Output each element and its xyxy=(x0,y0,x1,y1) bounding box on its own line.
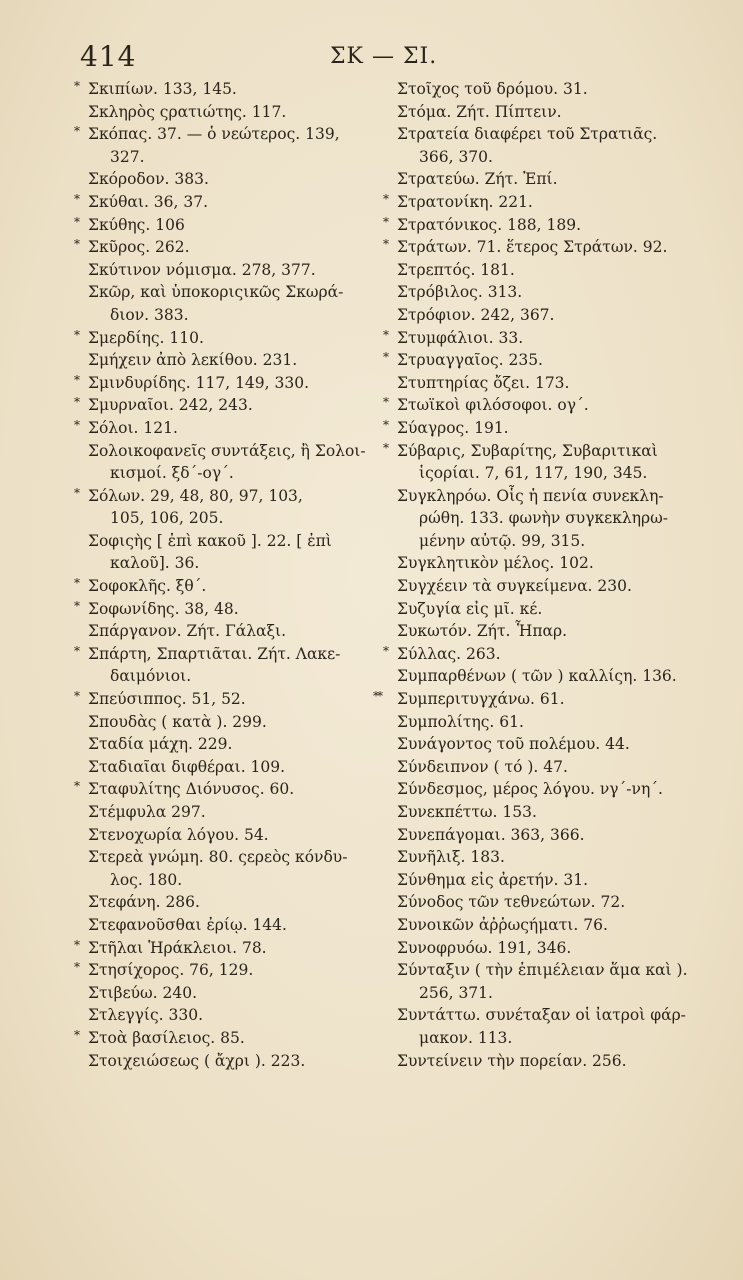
index-entry xyxy=(74,1027,378,1050)
index-entry xyxy=(387,869,707,892)
asterisk-mark: * xyxy=(74,372,80,387)
index-entry xyxy=(78,440,378,485)
index-entry xyxy=(387,101,707,124)
entry-headword-line: Σύνδεσμος, μέρος λόγου. νγ´-νη´. xyxy=(397,780,663,799)
entry-headword-line: Στησίχορος. 76, 129. xyxy=(88,961,254,980)
right-index-column xyxy=(373,78,707,1072)
entry-headword-line: Στρατόνικος. 188, 189. xyxy=(397,215,582,234)
entry-headword-line: Στωϊκοὶ φιλόσοφοι. ογ´. xyxy=(397,396,589,415)
index-entry xyxy=(78,982,378,1005)
index-entry xyxy=(78,733,378,756)
entry-headword-line: Σοφωνίδης. 38, 48. xyxy=(88,599,239,618)
entry-headword-line: Σόλοι. 121. xyxy=(88,418,178,437)
index-entry xyxy=(78,824,378,847)
entry-headword-line: Στυμφάλιοι. 33. xyxy=(397,328,524,347)
asterisk-mark: * xyxy=(383,395,389,410)
entry-headword-line: Σπάρτη, Σπαρτιᾶται. Ζήτ. Λακε- xyxy=(88,644,341,663)
index-entry xyxy=(74,327,378,350)
index-entry xyxy=(78,281,378,326)
index-entry xyxy=(387,824,707,847)
entry-headword-line: Στρατεύω. Ζήτ. Ἐπί. xyxy=(397,170,558,189)
entry-headword-line: Σπεύσιππος. 51, 52. xyxy=(88,690,246,709)
entry-headword-line: Στρυαγγαῖος. 235. xyxy=(397,351,543,370)
index-entry xyxy=(387,756,707,779)
index-entry xyxy=(383,349,707,372)
entry-headword-line: Στοῖχος τοῦ δρόμου. 31. xyxy=(397,80,588,98)
entry-continuation-line: καλοῦ]. 36. xyxy=(110,554,200,573)
entry-headword-line: Σταδιαῖαι διφθέραι. 109. xyxy=(88,757,286,776)
index-entry xyxy=(387,304,707,327)
index-entry xyxy=(74,78,378,101)
page-number: 414 xyxy=(80,40,137,73)
entry-headword-line: Συμπαρθένων ( τῶν ) καλλίςη. 136. xyxy=(397,667,677,686)
entry-headword-line: Σπάργανον. Ζήτ. Γάλαξι. xyxy=(88,622,287,641)
asterisk-mark: * xyxy=(74,237,80,252)
entry-continuation-line: ἱςορίαι. 7, 61, 117, 190, 345. xyxy=(419,464,648,483)
entry-headword-line: Σκόροδον. 383. xyxy=(88,170,209,189)
index-entry xyxy=(78,620,378,643)
index-entry xyxy=(387,778,707,801)
index-entry xyxy=(74,937,378,960)
asterisk-mark: * xyxy=(74,779,80,794)
asterisk-mark: * xyxy=(74,79,80,93)
index-entry xyxy=(74,123,378,168)
asterisk-mark: * xyxy=(74,937,80,952)
asterisk-mark: * xyxy=(74,1027,80,1042)
index-entry xyxy=(74,598,378,621)
index-entry xyxy=(387,1050,707,1073)
asterisk-mark: * xyxy=(383,191,389,206)
entry-headword-line: Συζυγία εἰς μῖ. κέ. xyxy=(397,599,543,618)
index-entry xyxy=(387,959,707,1004)
index-entry xyxy=(78,711,378,734)
index-entry xyxy=(74,485,378,530)
entry-headword-line: Συνεπάγομαι. 363, 366. xyxy=(397,825,585,844)
index-entry xyxy=(74,372,378,395)
index-entry xyxy=(383,440,707,485)
asterisk-mark: * xyxy=(383,417,389,432)
entry-headword-line: Σκύτινον νόμισμα. 278, 377. xyxy=(88,260,316,279)
entry-headword-line: Σκληρὸς ςρατιώτης. 117. xyxy=(88,102,287,121)
entry-headword-line: Στρατονίκη. 221. xyxy=(397,192,533,211)
entry-headword-line: Σμινδυρίδης. 117, 149, 330. xyxy=(88,373,310,392)
entry-continuation-line: κισμοί. ξδ´-ογ´. xyxy=(110,464,234,483)
entry-headword-line: Στράτων. 71. ἕτερος Στράτων. 92. xyxy=(397,238,668,257)
entry-headword-line: Συμπεριτυγχάνω. 61. xyxy=(397,690,565,709)
index-entry xyxy=(387,665,707,688)
entry-headword-line: Σκιπίων. 133, 145. xyxy=(88,80,237,98)
entry-headword-line: Συνῆλιξ. 183. xyxy=(397,848,505,867)
asterisk-mark: * xyxy=(74,214,80,229)
entry-headword-line: Στῆλαι Ἡράκλειοι. 78. xyxy=(88,938,267,957)
index-entry xyxy=(383,214,707,237)
asterisk-mark: ** xyxy=(373,689,381,704)
entry-headword-line: Στλεγγίς. 330. xyxy=(88,1006,204,1025)
entry-headword-line: Σύνταξιν ( τὴν ἐπιμέλειαν ἅμα καὶ ). xyxy=(397,961,688,980)
entry-headword-line: Στρόβιλος. 313. xyxy=(397,283,523,302)
entry-headword-line: Σκῦρος. 262. xyxy=(88,238,190,257)
index-entry xyxy=(387,485,707,553)
index-entry xyxy=(78,101,378,124)
index-entry xyxy=(387,598,707,621)
entry-continuation-line: δαιμόνιοι. xyxy=(110,667,192,686)
entry-continuation-line: μένην αὐτῷ. 99, 315. xyxy=(419,531,586,550)
index-entry xyxy=(383,394,707,417)
entry-headword-line: Σπουδὰς ( κατὰ ). 299. xyxy=(88,712,267,731)
entry-headword-line: Σόλων. 29, 48, 80, 97, 103, xyxy=(88,486,303,505)
index-entry xyxy=(78,1050,378,1073)
entry-headword-line: Σύαγρος. 191. xyxy=(397,418,509,437)
entry-headword-line: Συνοφρυόω. 191, 346. xyxy=(397,938,572,957)
entry-headword-line: Συνοικῶν ἀῤῥωςήματι. 76. xyxy=(397,915,608,934)
index-entry xyxy=(78,259,378,282)
entry-headword-line: Στρεπτός. 181. xyxy=(397,260,515,279)
entry-headword-line: Συμπολίτης. 61. xyxy=(397,712,524,731)
index-entry xyxy=(78,846,378,891)
entry-continuation-line: μακον. 113. xyxy=(419,1028,513,1047)
index-entry xyxy=(78,1004,378,1027)
index-entry xyxy=(78,168,378,191)
asterisk-mark: * xyxy=(74,576,80,591)
asterisk-mark: * xyxy=(74,960,80,975)
index-entry xyxy=(387,846,707,869)
index-entry xyxy=(387,620,707,643)
running-head: ΣΚ — ΣΙ. xyxy=(330,44,438,69)
asterisk-mark: * xyxy=(74,417,80,432)
entry-headword-line: Συγχέειν τὰ συγκείμενα. 230. xyxy=(397,577,632,596)
index-entry xyxy=(78,349,378,372)
entry-headword-line: Συνεκπέττω. 153. xyxy=(397,803,537,821)
entry-headword-line: Σκόπας. 37. — ὁ νεώτερος. 139, xyxy=(88,125,340,144)
entry-headword-line: Συντείνειν τὴν πορείαν. 256. xyxy=(397,1051,627,1070)
asterisk-mark: * xyxy=(74,191,80,206)
index-entry xyxy=(383,191,707,214)
index-entry xyxy=(78,914,378,937)
entry-continuation-line: ρώθη. 133. φωνὴν συγκεκληρω- xyxy=(419,509,668,528)
index-entry xyxy=(373,688,707,711)
index-entry xyxy=(387,1004,707,1049)
entry-continuation-line: διον. 383. xyxy=(110,305,189,324)
entry-continuation-line: 105, 106, 205. xyxy=(110,509,224,528)
entry-headword-line: Στεφανοῦσθαι ἐρίῳ. 144. xyxy=(88,915,287,934)
index-entry xyxy=(387,711,707,734)
entry-continuation-line: 366, 370. xyxy=(419,147,493,166)
index-entry xyxy=(387,123,707,168)
index-entry xyxy=(387,259,707,282)
entry-headword-line: Σύνοδος τῶν τεθνεώτων. 72. xyxy=(397,893,626,912)
entry-headword-line: Στοὰ βασίλειος. 85. xyxy=(88,1028,245,1047)
entry-headword-line: Στόμα. Ζήτ. Πίπτειν. xyxy=(397,102,562,121)
entry-headword-line: Στρόφιον. 242, 367. xyxy=(397,305,555,324)
entry-headword-line: Συγκλητικὸν μέλος. 102. xyxy=(397,554,594,573)
entry-headword-line: Στενοχωρία λόγου. 54. xyxy=(88,825,269,844)
index-entry xyxy=(74,394,378,417)
entry-headword-line: Σμυρναῖοι. 242, 243. xyxy=(88,396,253,415)
entry-headword-line: Στυπτηρίας ὄζει. 173. xyxy=(397,373,570,392)
entry-headword-line: Σολοικοφανεῖς συντάξεις, ἢ Σολοι- xyxy=(88,441,366,460)
asterisk-mark: * xyxy=(74,395,80,410)
index-entry xyxy=(387,552,707,575)
index-entry xyxy=(387,801,707,824)
index-entry xyxy=(78,530,378,575)
entry-continuation-line: λος. 180. xyxy=(110,870,183,889)
index-entry xyxy=(383,643,707,666)
left-index-column xyxy=(74,78,378,1072)
index-entry xyxy=(387,575,707,598)
asterisk-mark: * xyxy=(383,643,389,658)
index-entry xyxy=(387,937,707,960)
entry-headword-line: Στρατεία διαφέρει τοῦ Στρατιᾶς. xyxy=(397,125,658,144)
entry-headword-line: Σύλλας. 263. xyxy=(397,644,501,663)
asterisk-mark: * xyxy=(74,643,80,658)
entry-headword-line: Στιβεύω. 240. xyxy=(88,983,198,1002)
index-entry xyxy=(74,191,378,214)
index-entry xyxy=(74,643,378,688)
entry-headword-line: Σμερδίης. 110. xyxy=(88,328,204,347)
entry-headword-line: Σκύθης. 106 xyxy=(88,215,185,234)
index-entry xyxy=(74,575,378,598)
index-entry xyxy=(387,891,707,914)
asterisk-mark: * xyxy=(383,237,389,252)
entry-headword-line: Σύνθημα εἰς ἀρετήν. 31. xyxy=(397,870,589,889)
entry-headword-line: Συκωτόν. Ζήτ. Ἧπαρ. xyxy=(397,622,568,641)
entry-headword-line: Στεφάνη. 286. xyxy=(88,893,200,912)
index-entry xyxy=(74,688,378,711)
entry-continuation-line: 327. xyxy=(110,147,145,166)
entry-headword-line: Σύνδειπνον ( τό ). 47. xyxy=(397,757,568,776)
index-entry xyxy=(74,214,378,237)
entry-headword-line: Σύβαρις, Συβαρίτης, Συβαριτικαὶ xyxy=(397,441,658,460)
index-entry xyxy=(387,733,707,756)
asterisk-mark: * xyxy=(74,485,80,500)
entry-headword-line: Σταφυλίτης Διόνυσος. 60. xyxy=(88,780,295,799)
index-entry xyxy=(74,417,378,440)
index-entry xyxy=(78,756,378,779)
index-entry xyxy=(387,281,707,304)
asterisk-mark: * xyxy=(74,598,80,613)
index-entry xyxy=(74,778,378,801)
asterisk-mark: * xyxy=(383,327,389,342)
entry-headword-line: Σκῶρ, καὶ ὑποκοριςικῶς Σκωρά- xyxy=(88,283,344,302)
index-entry xyxy=(387,372,707,395)
asterisk-mark: * xyxy=(74,689,80,704)
asterisk-mark: * xyxy=(383,440,389,455)
entry-headword-line: Στοιχειώσεως ( ἄχρι ). 223. xyxy=(88,1051,306,1070)
index-entry xyxy=(387,168,707,191)
index-entry xyxy=(78,891,378,914)
index-entry xyxy=(74,236,378,259)
index-entry xyxy=(74,959,378,982)
entry-continuation-line: 256, 371. xyxy=(419,983,493,1002)
asterisk-mark: * xyxy=(74,327,80,342)
entry-headword-line: Σταδία μάχη. 229. xyxy=(88,735,233,754)
entry-headword-line: Σοφιςὴς [ ἐπὶ κακοῦ ]. 22. [ ἐπὶ xyxy=(88,531,332,550)
entry-headword-line: Συνάγοντος τοῦ πολέμου. 44. xyxy=(397,735,630,754)
index-entry xyxy=(387,78,707,101)
entry-headword-line: Συντάττω. συνέταξαν οἱ ἰατροὶ φάρ- xyxy=(397,1006,686,1025)
entry-headword-line: Στέμφυλα 297. xyxy=(88,803,206,821)
entry-headword-line: Συγκληρόω. Οἷς ἡ πενία συνεκλη- xyxy=(397,486,664,505)
entry-headword-line: Σκύθαι. 36, 37. xyxy=(88,192,209,211)
index-entry xyxy=(387,914,707,937)
asterisk-mark: * xyxy=(383,350,389,365)
entry-headword-line: Σοφοκλῆς. ξθ´. xyxy=(88,577,207,596)
index-entry xyxy=(383,236,707,259)
asterisk-mark: * xyxy=(74,124,80,139)
entry-headword-line: Σμήχειν ἀπὸ λεκίθου. 231. xyxy=(88,351,298,370)
asterisk-mark: * xyxy=(383,214,389,229)
index-entry xyxy=(383,327,707,350)
index-entry xyxy=(78,801,378,824)
entry-headword-line: Στερεὰ γνώμη. 80. ςερεὸς κόνδυ- xyxy=(88,848,348,867)
index-entry xyxy=(383,417,707,440)
